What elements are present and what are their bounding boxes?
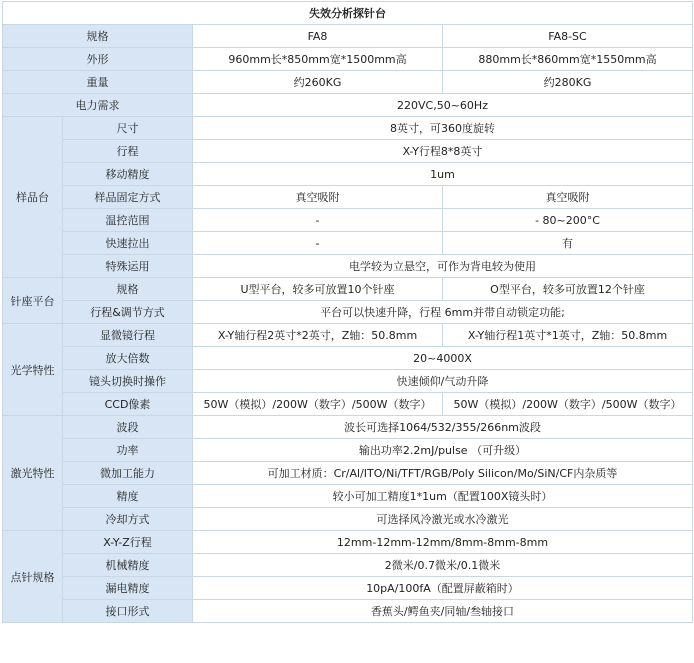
cell-shared: 香蕉头/鳄鱼夹/同轴/叁轴接口 xyxy=(193,600,693,623)
table-row xyxy=(3,186,693,209)
table-row xyxy=(3,347,693,370)
table-row xyxy=(3,232,693,255)
cell-shared: 可加工材质：Cr/Al/ITO/Ni/TFT/RGB/Poly Silicon/Mo/SiN/CF内杂质等 xyxy=(193,462,693,485)
table-row xyxy=(3,324,693,347)
cell-fa8: - xyxy=(193,232,443,255)
row-label: 功率 xyxy=(63,439,193,462)
table-row xyxy=(3,140,693,163)
table-row xyxy=(3,370,693,393)
cell-shared: 220VC,50~60Hz xyxy=(193,94,693,117)
title-row xyxy=(3,2,693,25)
group-label: 光学特性 xyxy=(3,324,63,416)
row-label: 温控范围 xyxy=(63,209,193,232)
table-row xyxy=(3,48,693,71)
cell-shared: 8英寸，可360度旋转 xyxy=(193,117,693,140)
group-label: 激光特性 xyxy=(3,416,63,531)
table-row xyxy=(3,209,693,232)
table-row xyxy=(3,600,693,623)
cell-shared: 电学较为立悬空，可作为背电较为使用 xyxy=(193,255,693,278)
table-row xyxy=(3,117,693,140)
spec-table-body xyxy=(3,2,693,623)
cell-shared: 20~4000X xyxy=(193,347,693,370)
row-label: 放大倍数 xyxy=(63,347,193,370)
cell-fa8-sc: X-Y轴行程1英寸*1英寸，Z轴：50.8mm xyxy=(443,324,693,347)
cell-fa8: 960mm长*850mm宽*1500mm高 xyxy=(193,48,443,71)
row-label: 冷却方式 xyxy=(63,508,193,531)
cell-fa8-sc: 真空吸附 xyxy=(443,186,693,209)
cell-shared: 12mm-12mm-12mm/8mm-8mm-8mm xyxy=(193,531,693,554)
table-title: 失效分析探针台 xyxy=(3,2,693,25)
table-row xyxy=(3,485,693,508)
cell-fa8: 50W（模拟）/200W（数字）/500W（数字） xyxy=(193,393,443,416)
row-label: 外形 xyxy=(3,48,193,71)
cell-fa8-sc: 50W（模拟）/200W（数字）/500W（数字） xyxy=(443,393,693,416)
cell-shared: X-Y行程8*8英寸 xyxy=(193,140,693,163)
group-label: 针座平台 xyxy=(3,278,63,324)
header-label: 规格 xyxy=(3,25,193,48)
header-row xyxy=(3,25,693,48)
row-label: 尺寸 xyxy=(63,117,193,140)
row-label: 波段 xyxy=(63,416,193,439)
group-label: 点针规格 xyxy=(3,531,63,623)
cell-fa8-sc: 约280KG xyxy=(443,71,693,94)
row-label: 接口形式 xyxy=(63,600,193,623)
cell-shared: 1um xyxy=(193,163,693,186)
cell-shared: 输出功率2.2mJ/pulse （可升级） xyxy=(193,439,693,462)
cell-shared: 2微米/0.7微米/0.1微米 xyxy=(193,554,693,577)
table-row xyxy=(3,416,693,439)
table-row xyxy=(3,439,693,462)
cell-shared: 10pA/100fA（配置屏蔽箱时） xyxy=(193,577,693,600)
cell-shared: 较小可加工精度1*1um（配置100X镜头时） xyxy=(193,485,693,508)
cell-fa8-sc: - 80~200°C xyxy=(443,209,693,232)
table-row xyxy=(3,71,693,94)
header-model-fa8-sc: FA8-SC xyxy=(443,25,693,48)
table-row xyxy=(3,94,693,117)
row-label: X-Y-Z行程 xyxy=(63,531,193,554)
header-model-fa8: FA8 xyxy=(193,25,443,48)
cell-fa8: U型平台，较多可放置10个针座 xyxy=(193,278,443,301)
row-label: 行程 xyxy=(63,140,193,163)
cell-fa8: - xyxy=(193,209,443,232)
row-label: 机械精度 xyxy=(63,554,193,577)
table-row xyxy=(3,393,693,416)
row-label: 电力需求 xyxy=(3,94,193,117)
table-row xyxy=(3,508,693,531)
table-row xyxy=(3,255,693,278)
row-label: 移动精度 xyxy=(63,163,193,186)
cell-fa8-sc: 880mm长*860mm宽*1550mm高 xyxy=(443,48,693,71)
row-label: 微加工能力 xyxy=(63,462,193,485)
cell-fa8: 真空吸附 xyxy=(193,186,443,209)
cell-shared: 快速倾仰/气动升降 xyxy=(193,370,693,393)
cell-fa8: 约260KG xyxy=(193,71,443,94)
cell-fa8: X-Y轴行程2英寸*2英寸，Z轴：50.8mm xyxy=(193,324,443,347)
spec-table xyxy=(2,1,693,623)
table-row xyxy=(3,278,693,301)
row-label: 快速拉出 xyxy=(63,232,193,255)
row-label: CCD像素 xyxy=(63,393,193,416)
table-row xyxy=(3,554,693,577)
cell-shared: 波长可选择1064/532/355/266nm波段 xyxy=(193,416,693,439)
cell-shared: 平台可以快速升降，行程 6mm并带自动锁定功能; xyxy=(193,301,693,324)
table-row xyxy=(3,301,693,324)
cell-fa8-sc: O型平台，较多可放置12个针座 xyxy=(443,278,693,301)
row-label: 精度 xyxy=(63,485,193,508)
row-label: 重量 xyxy=(3,71,193,94)
table-row xyxy=(3,462,693,485)
row-label: 漏电精度 xyxy=(63,577,193,600)
row-label: 规格 xyxy=(63,278,193,301)
row-label: 镜头切换时操作 xyxy=(63,370,193,393)
row-label: 行程&调节方式 xyxy=(63,301,193,324)
row-label: 样品固定方式 xyxy=(63,186,193,209)
row-label: 显微镜行程 xyxy=(63,324,193,347)
cell-fa8-sc: 有 xyxy=(443,232,693,255)
table-row xyxy=(3,531,693,554)
table-row xyxy=(3,163,693,186)
group-label: 样品台 xyxy=(3,117,63,278)
row-label: 特殊运用 xyxy=(63,255,193,278)
table-row xyxy=(3,577,693,600)
cell-shared: 可选择风冷激光或水冷激光 xyxy=(193,508,693,531)
